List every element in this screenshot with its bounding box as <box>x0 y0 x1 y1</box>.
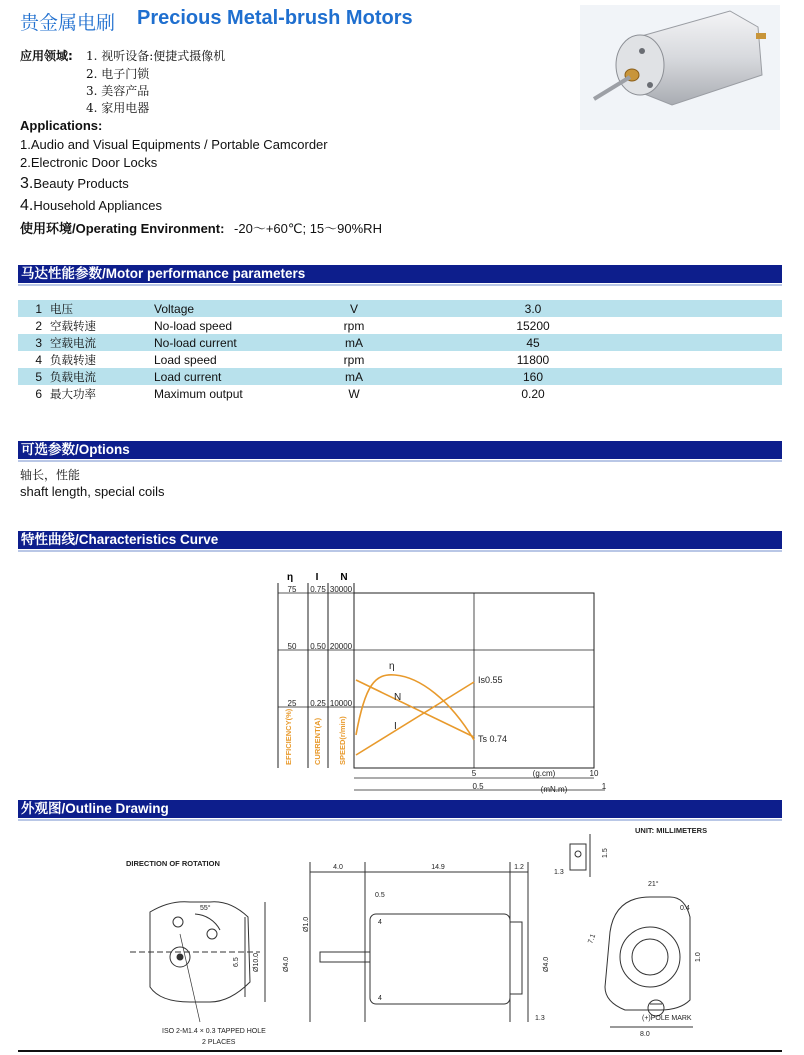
applications-en-item <box>20 175 129 193</box>
divider <box>18 460 782 462</box>
divider <box>18 1050 782 1052</box>
table-row: 2 空载转速 No-load speed rpm 15200 <box>35 318 550 333</box>
x-unit-label: (g.cm) <box>532 769 556 778</box>
item-text: Electronic Door Locks <box>30 155 158 170</box>
dim-label: 1.5 <box>602 848 609 858</box>
y-tick-label: 10000 <box>329 699 353 708</box>
dim-label: 14.9 <box>431 864 445 871</box>
y-tick-label: 0.75 <box>310 585 326 594</box>
dim-label: 6.5 <box>233 957 240 967</box>
y-axis-label: CURRENT(A) <box>313 717 322 765</box>
motor-image <box>580 5 780 130</box>
applications-cn-item: 3. 美容产品 <box>86 84 150 98</box>
y-tick-label: 0.50 <box>310 642 326 651</box>
dim-label: Ø1.0 <box>303 916 310 932</box>
dim-label: 4.0 <box>333 864 343 871</box>
applications-cn-item: 4. 家用电器 <box>86 101 150 115</box>
series-label: N <box>394 692 402 703</box>
current-curve <box>356 682 474 755</box>
applications-en-item <box>20 155 157 170</box>
dim-label: 21° <box>648 881 659 888</box>
dim-label: 55° <box>200 905 211 912</box>
item-text: Beauty Products <box>33 176 129 191</box>
annotation-ts: Ts 0.74 <box>478 734 508 744</box>
x-tick-label: 0.5 <box>472 782 484 791</box>
item-text: Audio and Visual Equipments / Portable Camcorder <box>30 137 328 152</box>
annotation-is: Is0.55 <box>478 675 503 685</box>
y-tick-label: 20000 <box>329 642 353 651</box>
applications-en-label: Applications: <box>20 118 103 133</box>
page-title-en: Precious Metal-brush Motors <box>137 7 413 29</box>
divider <box>18 819 782 821</box>
table-row: 4 负载转速 Load speed rpm 11800 <box>35 352 550 367</box>
y-axis-symbol: η <box>286 572 294 583</box>
y-tick-label: 0.25 <box>310 699 326 708</box>
speed-curve <box>356 680 474 737</box>
page-title-cn: 贵金属电刷 <box>20 12 116 34</box>
item-text: Household Appliances <box>33 198 162 213</box>
rotation-label: DIRECTION OF ROTATION <box>126 859 220 868</box>
tapped-label: ISO 2-M1.4 × 0.3 TAPPED HOLE <box>162 1028 266 1035</box>
table-row: 6 最大功率 Maximum output W 0.20 <box>35 386 545 401</box>
options-cn: 轴长，性能 <box>20 468 81 482</box>
table-row: 3 空载电流 No-load current mA 45 <box>18 334 782 351</box>
item-number: 2. <box>20 155 31 170</box>
y-axis-label: SPEED(r/min) <box>338 716 347 765</box>
y-tick-label: 25 <box>287 699 297 708</box>
series-label: I <box>394 721 397 732</box>
dim-label: 1.3 <box>535 1015 545 1022</box>
item-number: 1. <box>20 137 31 152</box>
applications-cn-item: 1. 视听设备:便捷式摄像机 <box>86 49 226 63</box>
places-label: 2 PLACES <box>202 1039 236 1046</box>
y-axis-symbol: N <box>340 572 348 583</box>
dim-label: Ø4.0 <box>283 956 290 972</box>
divider <box>18 284 782 286</box>
pole-label: (+)POLE MARK <box>642 1015 692 1022</box>
section-outline-header: 外观图/Outline Drawing <box>18 800 782 818</box>
applications-en-item <box>20 137 328 152</box>
table-row: 5 负载电流 Load current mA 160 <box>18 368 782 385</box>
section-curve-header: 特性曲线/Characteristics Curve <box>18 531 782 549</box>
dim-label: Ø10.0 <box>253 952 260 972</box>
item-number: 4. <box>20 197 34 214</box>
environment-label: 使用环境/Operating Environment: <box>20 221 225 236</box>
y-tick-label: 75 <box>287 585 297 594</box>
x-tick-label: 5 <box>471 769 477 778</box>
dim-label: 1.2 <box>514 864 524 871</box>
x-tick-label: 1 <box>601 782 607 791</box>
applications-en-item <box>20 197 162 215</box>
section-performance-header: 马达性能参数/Motor performance parameters <box>18 265 782 283</box>
marker-label: 4 <box>378 919 382 926</box>
applications-cn-item: 2. 电子门锁 <box>86 67 150 81</box>
table-row: 1 电压 Voltage V 3.0 <box>18 300 782 317</box>
marker-label: 4 <box>378 995 382 1002</box>
dim-label: 1.3 <box>554 869 564 876</box>
series-label: η <box>389 661 395 672</box>
x-unit-label: (mN.m) <box>540 785 568 794</box>
section-options-header: 可选参数/Options <box>18 441 782 459</box>
dim-label: Ø4.0 <box>543 956 550 972</box>
y-tick-label: 30000 <box>329 585 353 594</box>
options-en: shaft length, special coils <box>20 484 165 499</box>
characteristics-chart <box>270 565 620 800</box>
dim-label: 8.0 <box>640 1031 650 1038</box>
x-tick-label: 10 <box>589 769 599 778</box>
dim-label: 1.0 <box>695 952 702 962</box>
applications-cn-label: 应用领域: <box>20 49 73 63</box>
divider <box>18 550 782 552</box>
dim-label: 0.5 <box>375 892 385 899</box>
dim-label: 7.1 <box>587 933 598 945</box>
item-number: 3. <box>20 175 34 192</box>
side-view <box>370 914 510 1004</box>
performance-table <box>18 300 782 402</box>
y-axis-label: EFFICIENCY(%) <box>284 708 293 765</box>
rear-view <box>605 897 690 1010</box>
outline-drawing <box>110 822 730 1050</box>
y-tick-label: 50 <box>287 642 297 651</box>
dim-label: 0.4 <box>680 905 690 912</box>
unit-label: UNIT: MILLIMETERS <box>635 826 708 835</box>
environment-value: -20～+60℃; 15～90%RH <box>234 221 382 236</box>
y-axis-symbol: I <box>315 572 319 583</box>
